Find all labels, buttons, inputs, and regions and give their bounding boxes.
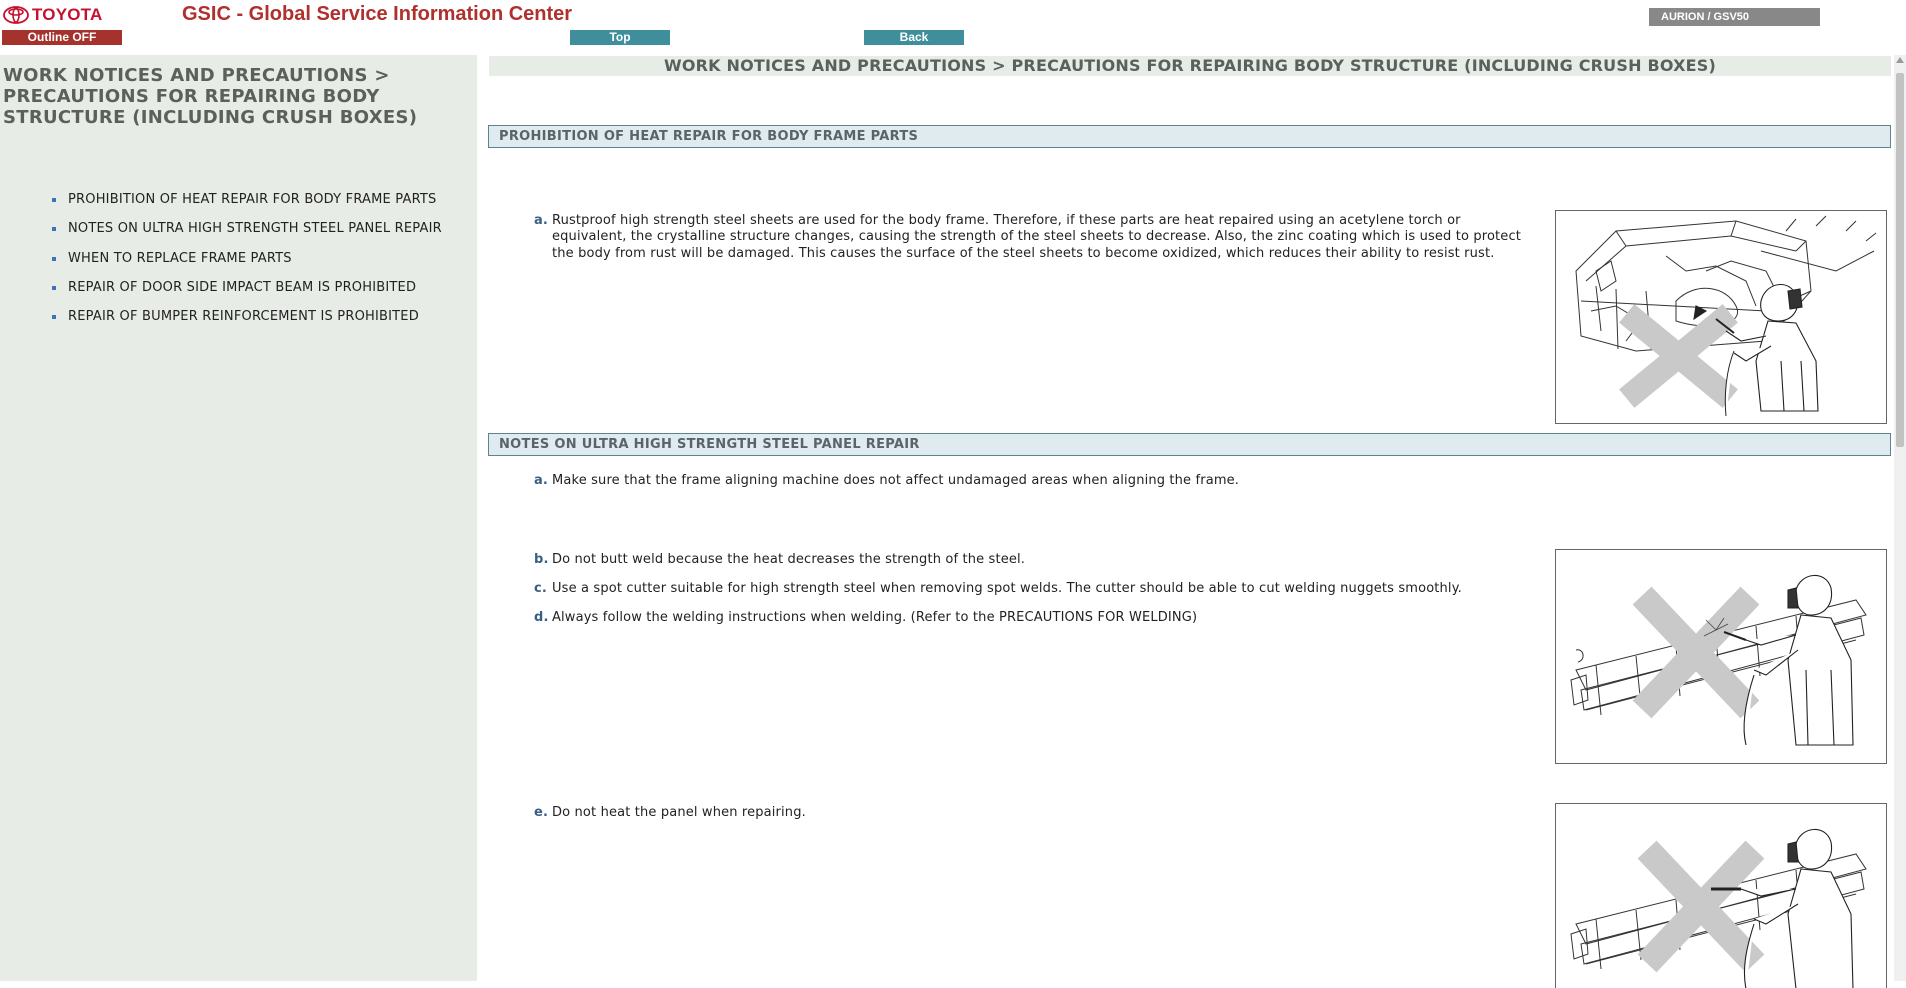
item-label: a. [534,213,549,228]
sidebar-item-door-impact-beam[interactable]: REPAIR OF DOOR SIDE IMPACT BEAM IS PROHIBITED [52,280,442,309]
page-heading: WORK NOTICES AND PRECAUTIONS > PRECAUTIONS FOR REPAIRING BODY STRUCTURE (INCLUDING CRUSH BOXES) [489,56,1891,76]
sidebar-toc [52,192,442,338]
vehicle-model-badge: AURION / GSV50 [1649,8,1820,26]
main-content [488,55,1892,981]
list-item [534,805,1534,821]
section-heading-heat-repair: PROHIBITION OF HEAT REPAIR FOR BODY FRAME PARTS [488,125,1891,148]
top-header [0,0,1906,52]
item-label: c. [534,581,547,596]
site-title: GSIC - Global Service Information Center [182,3,573,25]
list-item [534,473,1534,489]
list-item [534,552,1534,568]
item-label: e. [534,805,549,820]
outline-toggle-button[interactable]: Outline OFF [2,30,122,45]
scroll-up-arrow-icon[interactable] [1896,57,1904,63]
item-label: b. [534,552,549,567]
brand-name: TOYOTA [32,5,103,24]
item-text: Always follow the welding instructions when welding. (Refer to the PRECAUTIONS FOR WELDING) [552,610,1198,625]
vertical-scrollbar[interactable] [1894,55,1906,981]
list-item [534,581,1534,597]
sidebar-item-ultra-high-strength[interactable]: NOTES ON ULTRA HIGH STRENGTH STEEL PANEL REPAIR [52,221,442,250]
sidebar-item-bumper-reinforcement[interactable]: REPAIR OF BUMPER REINFORCEMENT IS PROHIBITED [52,309,442,338]
toyota-logo [3,5,102,25]
item-text: Make sure that the frame aligning machine does not affect undamaged areas when aligning the frame. [552,473,1240,488]
item-text: Do not heat the panel when repairing. [552,805,806,820]
top-button[interactable]: Top [570,30,670,45]
illustration-welding-rail [1555,549,1887,764]
scrollbar-thumb[interactable] [1896,73,1904,447]
sidebar-item-heat-repair[interactable]: PROHIBITION OF HEAT REPAIR FOR BODY FRAME PARTS [52,192,442,221]
section-heading-ultra-high-strength: NOTES ON ULTRA HIGH STRENGTH STEEL PANEL REPAIR [488,433,1891,456]
list-item [534,610,1534,626]
sidebar-title: WORK NOTICES AND PRECAUTIONS > PRECAUTIONS FOR REPAIRING BODY STRUCTURE (INCLUDING CRUSH BOXES) [3,65,418,128]
illustration-heating-panel [1555,803,1887,988]
prohibited-cross-icon [1636,321,1721,391]
list-item [534,213,1534,262]
sidebar-outline [0,55,477,981]
illustration-torch-heating-body [1555,210,1887,424]
toyota-logo-icon [3,6,29,24]
item-text: Use a spot cutter suitable for high strength steel when removing spot welds. The cutter should be able to cut welding nuggets smoothly. [552,581,1462,596]
item-text: Do not butt weld because the heat decreases the strength of the steel. [552,552,1026,567]
item-label: a. [534,473,549,488]
item-label: d. [534,610,549,625]
back-button[interactable]: Back [864,30,964,45]
item-text: Rustproof high strength steel sheets are used for the body frame. Therefore, if these parts are heat repaired using an acetylene torch or equivalent, the crystalline structure changes, causing the strength of the steel sheets to decrease. Also, the zinc coating which is used to protect the body from rust will be damaged. This causes the surface of the steel sheets to become oxidized, which reduces their ability to resist rust. [552,213,1521,261]
sidebar-item-replace-frame[interactable]: WHEN TO REPLACE FRAME PARTS [52,251,442,280]
